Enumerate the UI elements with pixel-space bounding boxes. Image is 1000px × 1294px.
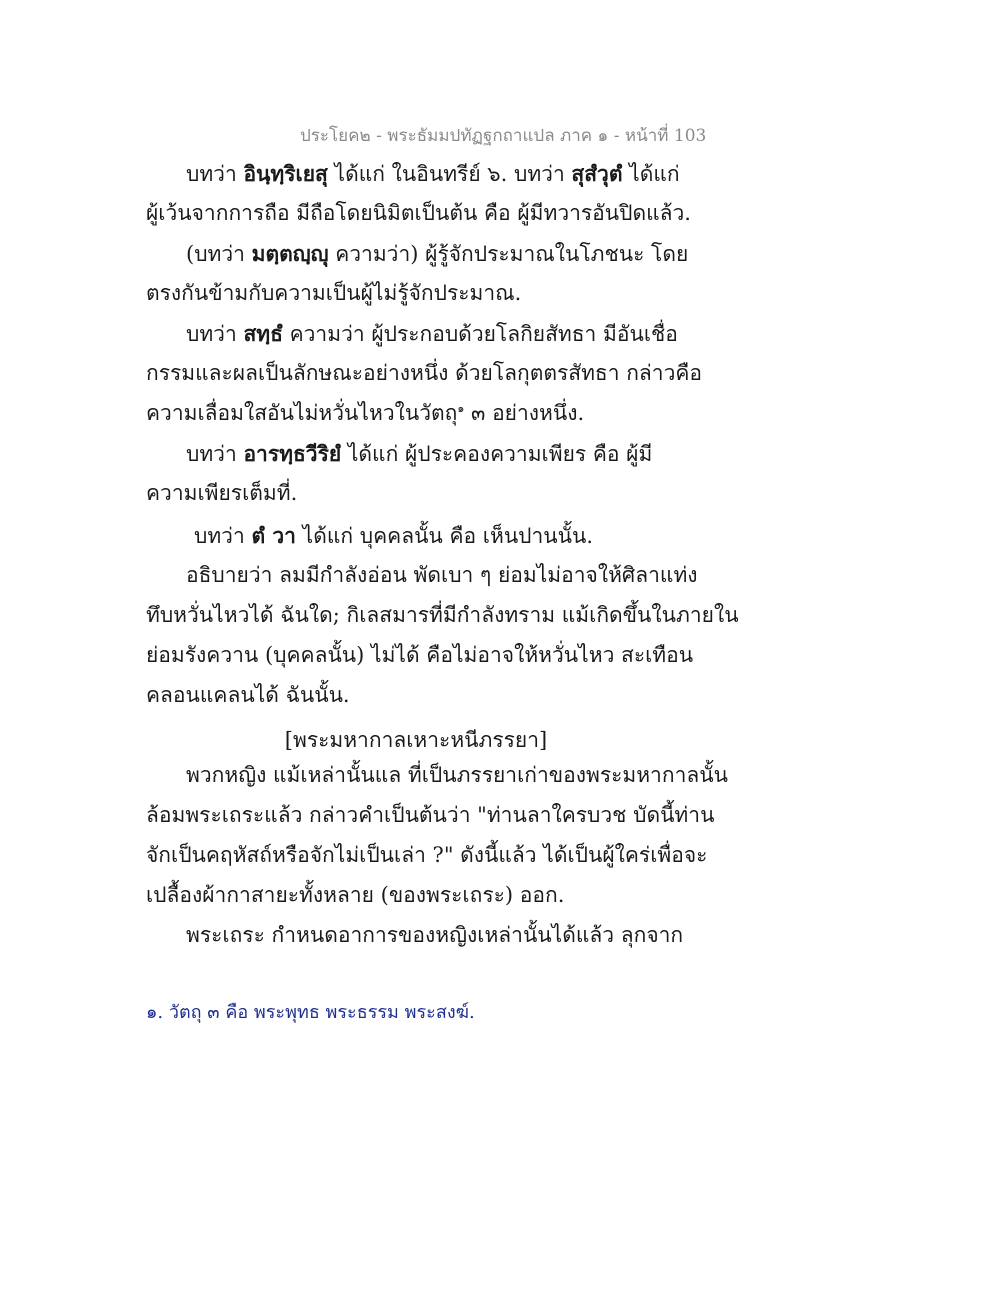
text-span: บทว่า [186,162,244,186]
text-span: ความเลื่อมใสอันไม่หวั่นไหวในวัตถุ [146,401,458,425]
text-span: ได้แก่ บุคคลนั้น คือ เห็นปานนั้น. [295,524,594,548]
section-title: [พระมหากาลเหาะหนีภรรยา] [284,728,548,752]
text-span: ได้แก่ [622,162,680,186]
text-line: ความเพียรเต็มที่. [146,481,298,505]
text-line [186,323,678,345]
text-span: บทว่า [186,442,244,466]
footnote-marker: ๑ [457,402,465,415]
pali-term: ตํ วา [251,523,296,548]
text-line: ย่อมรังควาน (บุคคลนั้น) ไม่ได้ คือไม่อาจให้หวั่นไหว สะเทือน [146,643,694,667]
text-line: ผู้เว้นจากการถือ มีถือโดยนิมิตเป็นต้น คือ ผู้มีทวารอันปิดแล้ว. [146,201,691,225]
text-span: ได้แก่ ในอินทรีย์ ๖. บทว่า [327,162,572,186]
text-span: ๓ อย่างหนึ่ง. [464,401,585,425]
text-line: เปลื้องผ้ากาสายะทั้งหลาย (ของพระเถระ) ออก. [146,883,565,907]
text-span: ความว่า) ผู้รู้จักประมาณในโภชนะ โดย [328,242,689,266]
text-line [186,243,688,265]
text-line [186,443,652,465]
text-line [186,163,680,185]
pali-term: อินฺทฺริเยสุ [243,161,328,186]
text-span: บทว่า [194,524,252,548]
text-span: (บทว่า [186,242,252,266]
text-line: จักเป็นคฤหัสถ์หรือจักไม่เป็นเล่า ?" ดังนี้แล้ว ได้เป็นผู้ใคร่เพื่อจะ [146,843,708,867]
text-line: กรรมและผลเป็นลักษณะอย่างหนึ่ง ด้วยโลกุตตรสัทธา กล่าวคือ [146,361,703,385]
page-header: ประโยค๒ - พระธัมมปทัฏฐกถาแปล ภาค ๑ - หน้าที่ 103 [300,126,707,146]
pali-term: สุสํวุตํ [571,161,623,186]
text-line: พระเถระ กำหนดอาการของหญิงเหล่านั้นได้แล้ว ลุกจาก [186,923,684,947]
pali-term: สทฺธํ [243,321,283,346]
text-line [194,525,593,547]
text-line: ตรงกันข้ามกับความเป็นผู้ไม่รู้จักประมาณ. [146,281,522,305]
text-span: ได้แก่ ผู้ประคองความเพียร คือ ผู้มี [341,442,653,466]
text-line: ล้อมพระเถระแล้ว กล่าวคำเป็นต้นว่า "ท่านลาใครบวช บัดนี้ท่าน [146,803,715,827]
text-span: บทว่า [186,322,244,346]
text-line: อธิบายว่า ลมมีกำลังอ่อน พัดเบา ๆ ย่อมไม่อาจให้ศิลาแท่ง [186,563,698,587]
text-span: ความว่า ผู้ประกอบด้วยโลกิยสัทธา มีอันเชื่อ [282,322,678,346]
pali-term: มตฺตญฺญุ [251,241,329,266]
text-line: ทึบหวั่นไหวได้ ฉันใด; กิเลสมารที่มีกำลังทราม แม้เกิดขึ้นในภายใน [146,603,739,627]
text-line [146,403,584,424]
pali-term: อารทฺธวีริยํ [243,441,342,466]
footnote: ๑. วัตถุ ๓ คือ พระพุทธ พระธรรม พระสงฆ์. [146,1002,475,1023]
text-line: คลอนแคลนได้ ฉันนั้น. [146,683,350,707]
text-line: พวกหญิง แม้เหล่านั้นแล ที่เป็นภรรยาเก่าของพระมหากาลนั้น [186,763,728,787]
